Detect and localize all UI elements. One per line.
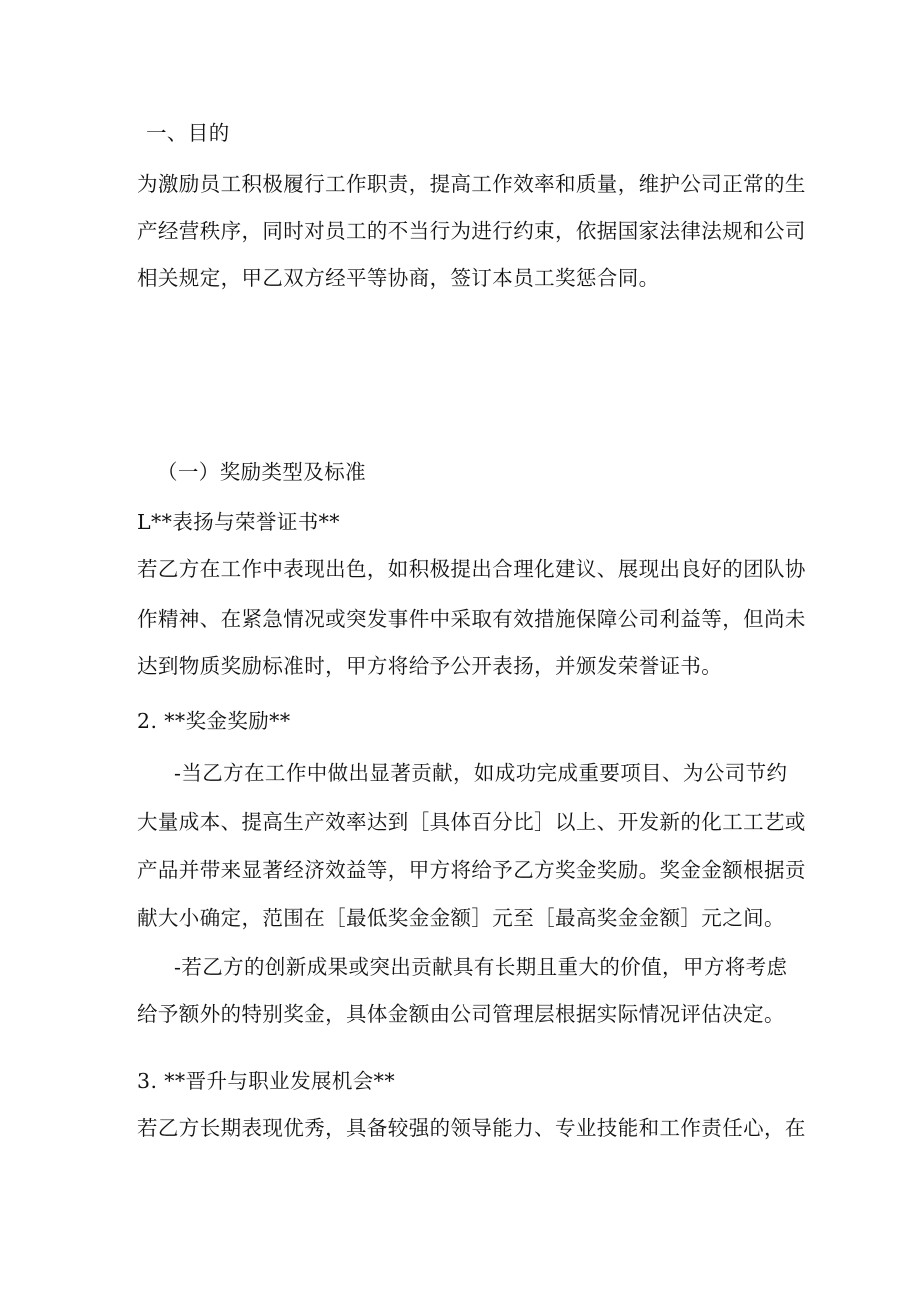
item-title-promotion: 3. **晋升与职业发展机会** bbox=[137, 1069, 395, 1093]
paragraph-line: 若乙方长期表现优秀，具备较强的领导能力、专业技能和工作责任心，在 bbox=[137, 1116, 806, 1140]
paragraph-line: -当乙方在工作中做出显著贡献，如成功完成重要项目、为公司节约 bbox=[174, 761, 788, 785]
paragraph-line: 产经营秩序，同时对员工的不当行为进行约束，依据国家法律法规和公司 bbox=[137, 219, 806, 243]
paragraph-line: 为激励员工积极履行工作职责，提高工作效率和质量，维护公司正常的生 bbox=[137, 172, 806, 196]
section-heading-purpose: 一、目的 bbox=[146, 121, 230, 145]
paragraph-line: 相关规定，甲乙双方经平等协商，签订本员工奖惩合同。 bbox=[137, 266, 660, 290]
paragraph-line: 若乙方在工作中表现出色，如积极提出合理化建议、展现出良好的团队协 bbox=[137, 557, 806, 581]
paragraph-line: 大量成本、提高生产效率达到［具体百分比］以上、开发新的化工工艺或 bbox=[137, 810, 806, 834]
paragraph-line: 达到物质奖励标准时，甲方将给予公开表扬，并颁发荣誉证书。 bbox=[137, 654, 723, 678]
paragraph-line: -若乙方的创新成果或突出贡献具有长期且重大的价值，甲方将考虑 bbox=[174, 955, 788, 979]
paragraph-line: 给予额外的特别奖金，具体金额由公司管理层根据实际情况评估决定。 bbox=[137, 1002, 785, 1026]
item-title-bonus: 2. **奖金奖励** bbox=[137, 709, 291, 733]
paragraph-line: 献大小确定，范围在［最低奖金金额］元至［最高奖金金额］元之间。 bbox=[137, 906, 785, 930]
paragraph-line: 作精神、在紧急情况或突发事件中采取有效措施保障公司利益等，但尚未 bbox=[137, 607, 806, 631]
paragraph-line: 产品并带来显著经济效益等，甲方将给予乙方奖金奖励。奖金金额根据贡 bbox=[137, 858, 806, 882]
section-heading-rewards: （一）奖励类型及标准 bbox=[157, 460, 366, 484]
item-title-commendation: L**表扬与荣誉证书** bbox=[137, 510, 340, 534]
